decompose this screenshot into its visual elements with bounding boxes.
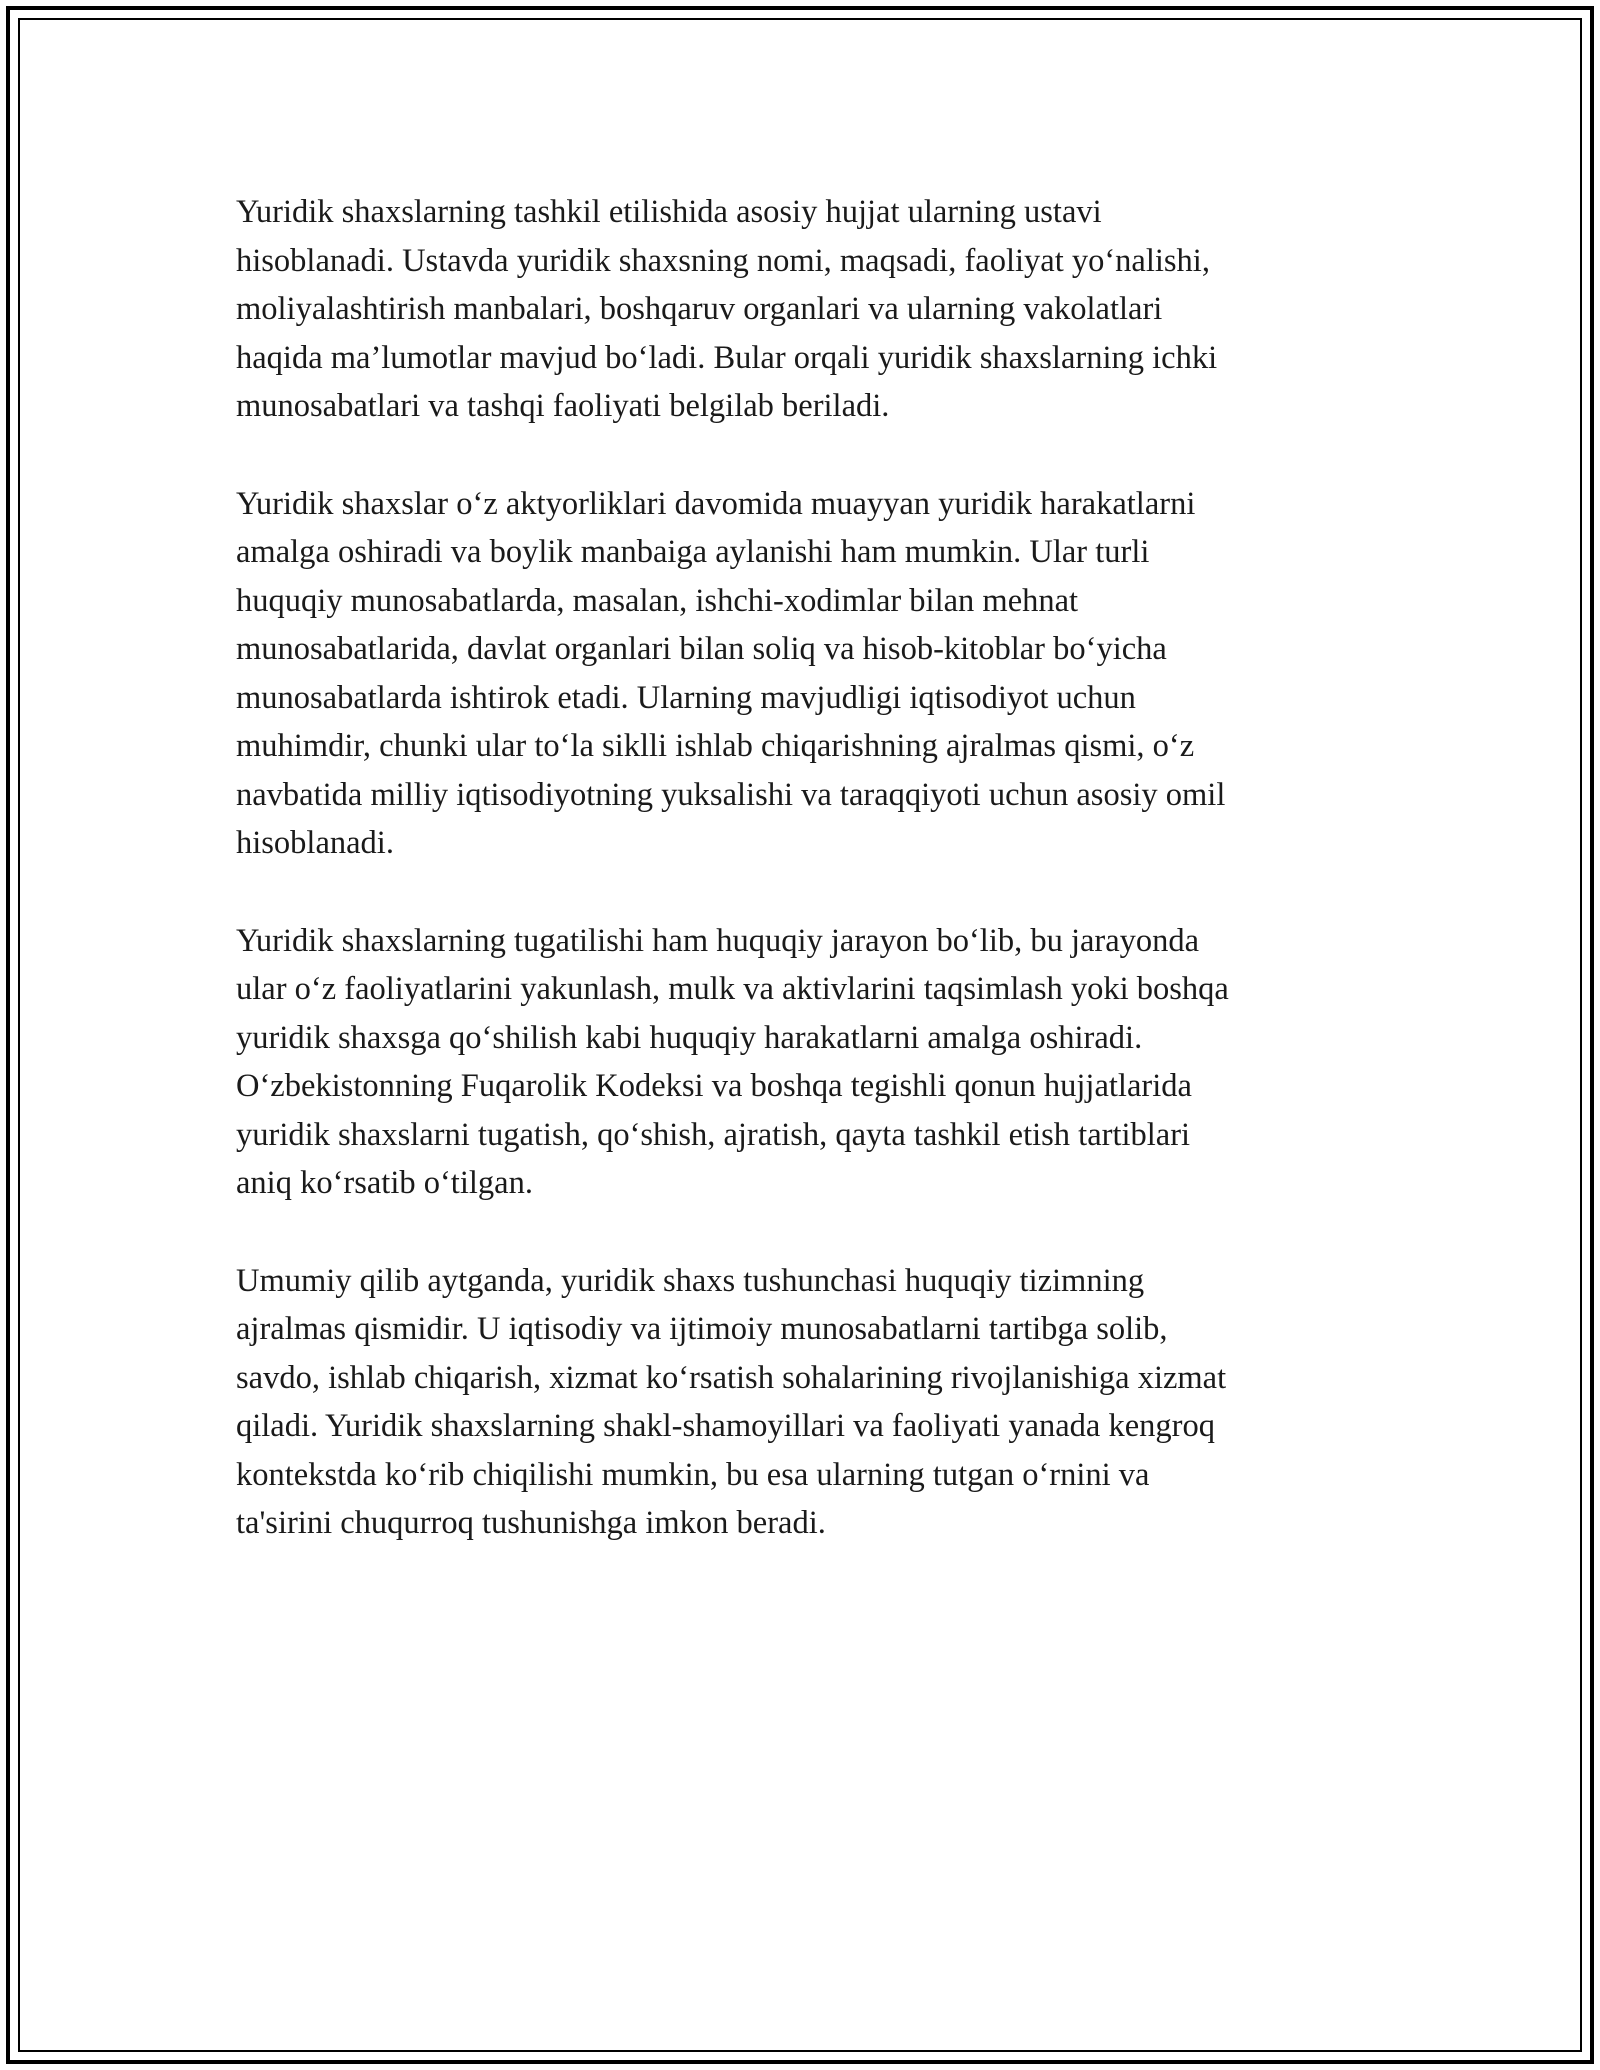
paragraph-1: Yuridik shaxslarning tashkil etilishida asosiy hujjat ularning ustavi hisoblanadi. Ustavda yuridik shaxsning nomi, maqsadi, faoliyat yo‘nalishi, moliyalashtirish manbalari, boshqaruv organlari va ularning vakolatlari haqida ma’lumotlar mavjud bo‘ladi. Bular orqali yuridik shaxslarning ichki munosabatlari va tashqi faoliyati belgilab beriladi. bbox=[236, 194, 1218, 424]
paragraph-4: Umumiy qilib aytganda, yuridik shaxs tushunchasi huquqiy tizimning ajralmas qismidir. U iqtisodiy va ijtimoiy munosabatlarni tartibga solib, savdo, ishlab chiqarish, xizmat ko‘rsatish sohalarining rivojlanishiga xizmat qiladi. Yuridik shaxslarning shakl-shamoyillari va faoliyati yanada kengroq kontekstda ko‘rib chiqilishi mumkin, bu esa ularning tutgan o‘rnini va ta'sirini chuqurroq tushunishga imkon beradi. bbox=[236, 1262, 1227, 1541]
paragraph-2: Yuridik shaxslar o‘z aktyorliklari davomida muayyan yuridik harakatlarni amalga oshiradi va boylik manbaiga aylanishi ham mumkin. Ular turli huquqiy munosabatlarda, masalan, ishchi-xodimlar bilan mehnat munosabatlarida, davlat organlari bilan soliq va hisob-kitoblar bo‘yicha munosabatlarda ishtirok etadi. Ularning mavjudligi iqtisodiyot uchun muhimdir, chunki ular to‘la siklli ishlab chiqarishning ajralmas qismi, o‘z navbatida milliy iqtisodiyotning yuksalishi va taraqqiyoti uchun asosiy omil hisoblanadi. bbox=[236, 485, 1226, 861]
paragraph-3: Yuridik shaxslarning tugatilishi ham huquqiy jarayon bo‘lib, bu jarayonda ular o‘z faoliyatlarini yakunlash, mulk va aktivlarini taqsimlash yoki boshqa yuridik shaxsga qo‘shilish kabi huquqiy harakatlarni amalga oshiradi. O‘zbekistonning Fuqarolik Kodeksi va boshqa tegishli qonun hujjatlarida yuridik shaxslarni tugatish, qo‘shish, ajratish, qayta tashkil etish tartiblari aniq ko‘rsatib o‘tilgan. bbox=[236, 922, 1229, 1201]
document-body bbox=[236, 188, 1364, 1597]
